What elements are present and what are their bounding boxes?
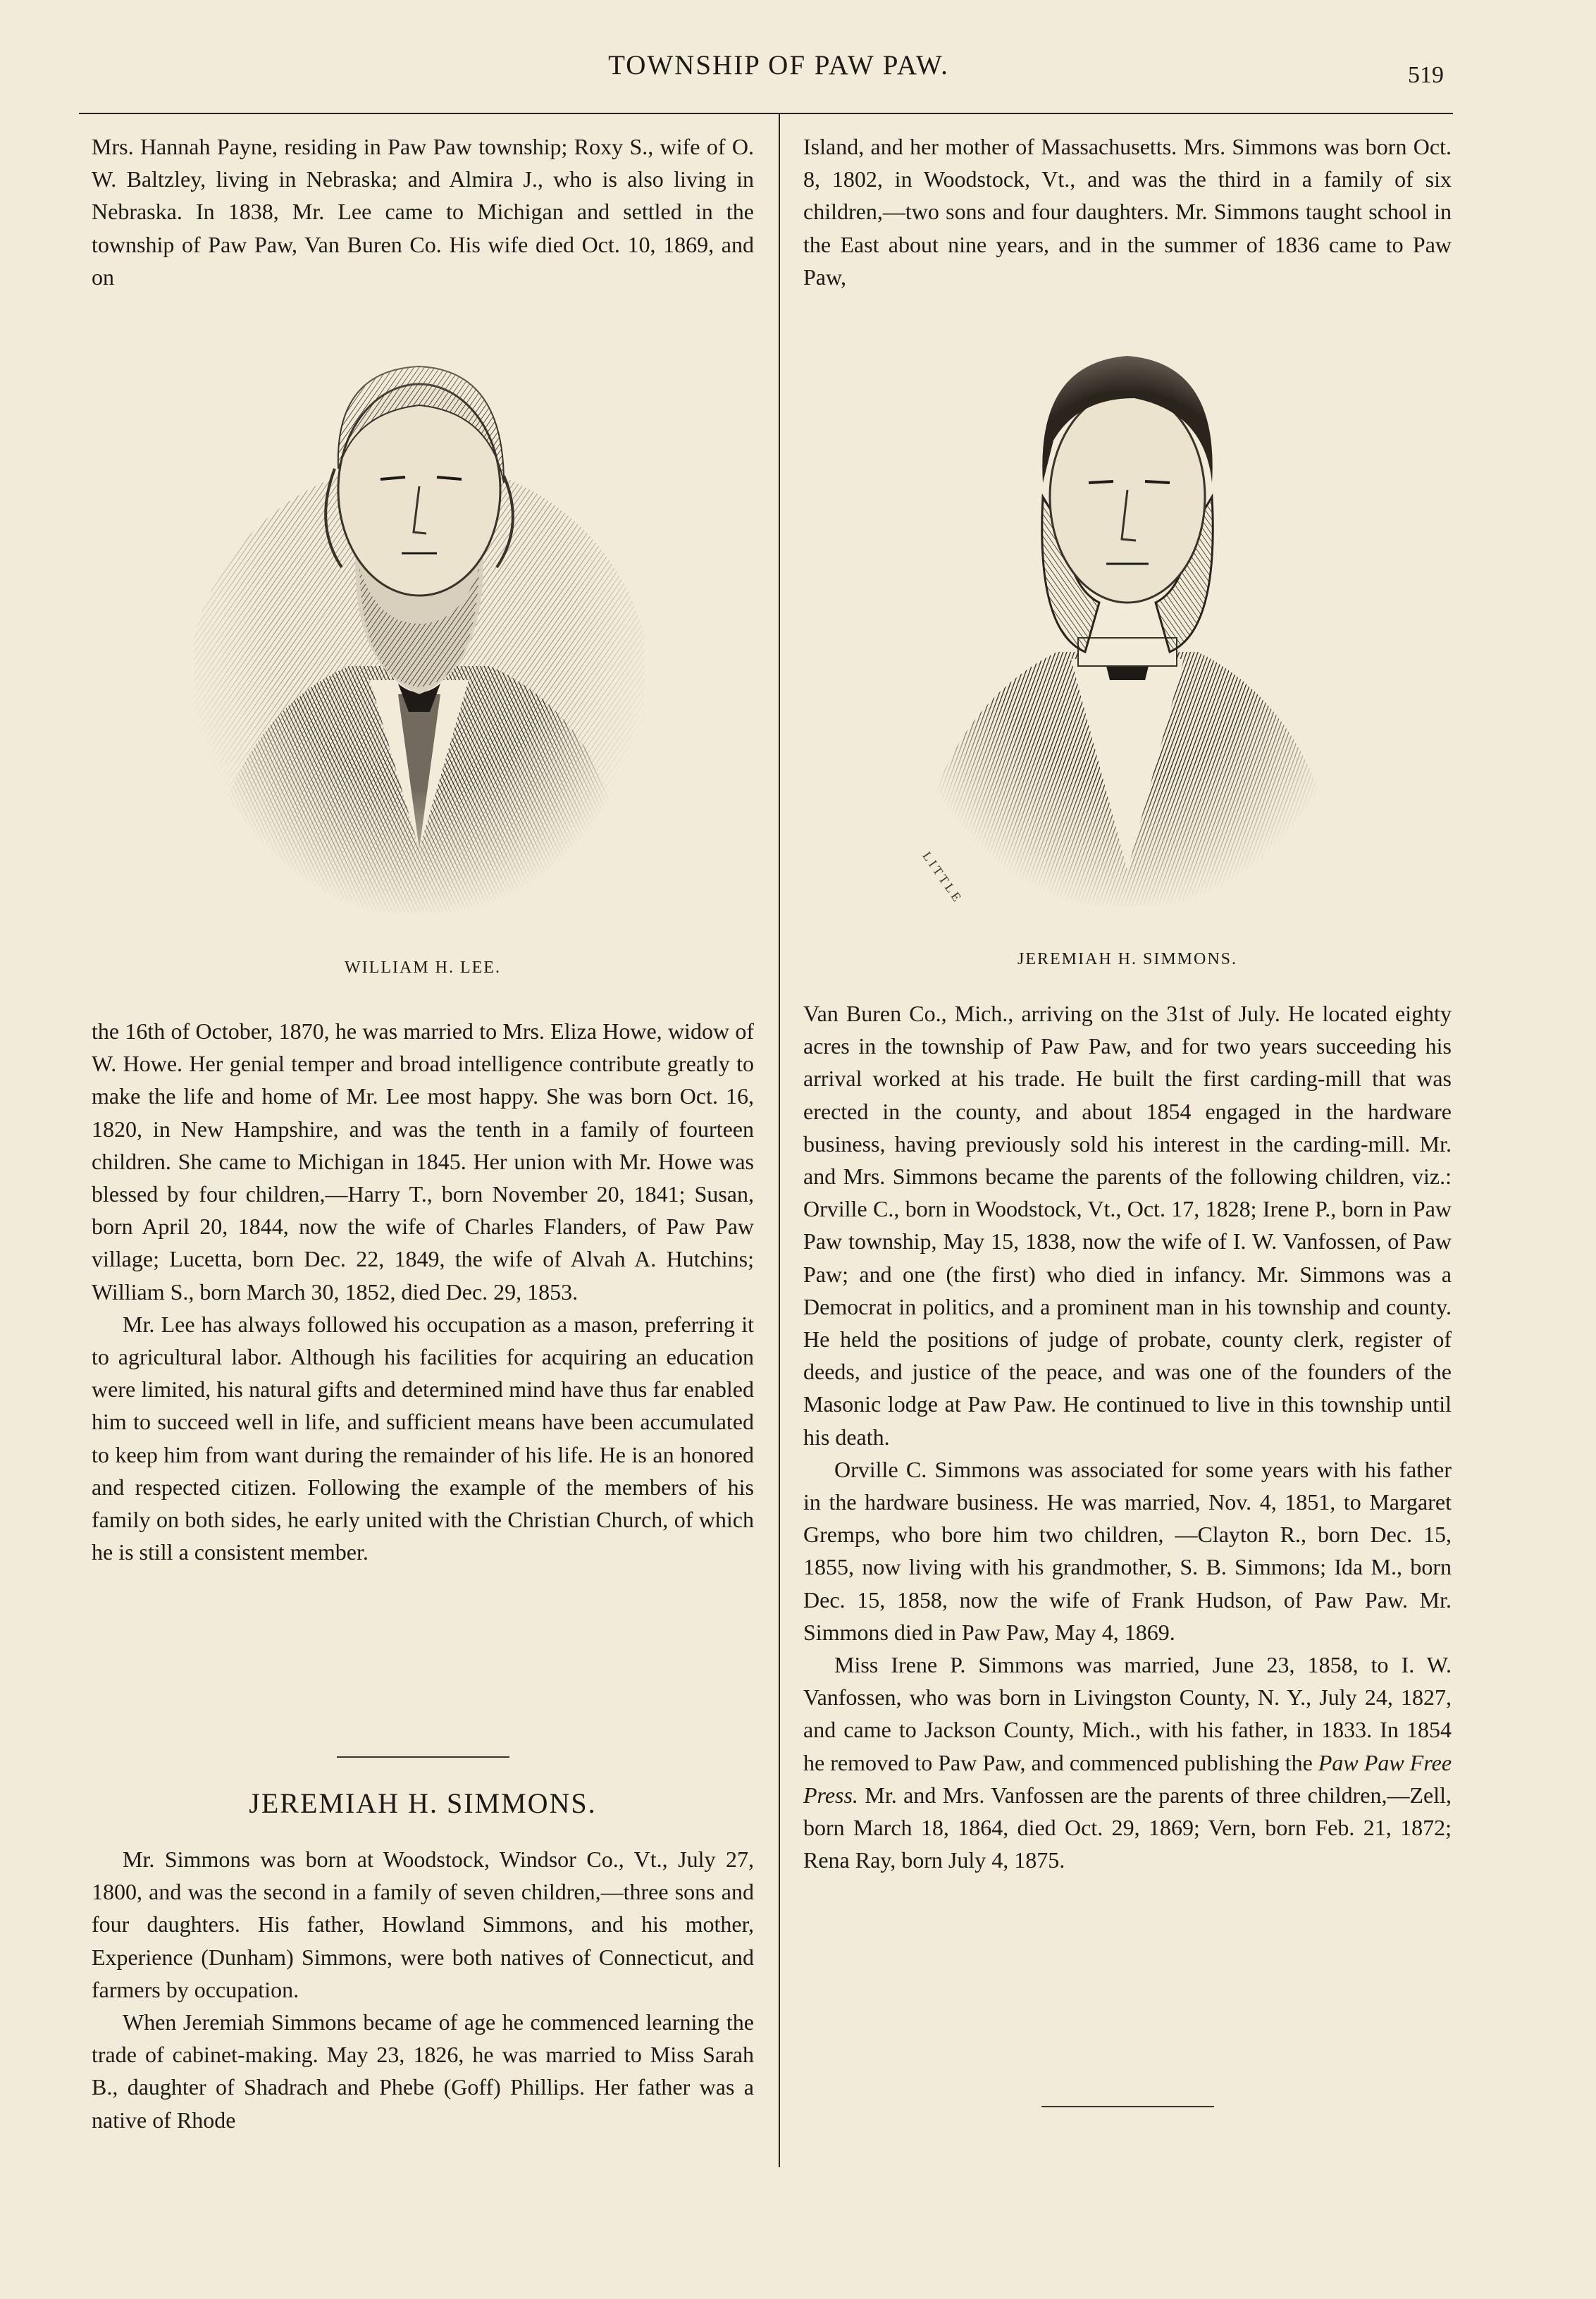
simmons-birth-paragraph: Mr. Simmons was born at Woodstock, Windsor Co., Vt., July 27, 1800, and was the second in a family of seven children,—three sons and four daughters. His father, Howland Simmons, and his mother, Experience (Dunham) Simmons, were both natives of Connecticut, and farmers by occupation. — [92, 1847, 754, 2002]
page-number: 519 — [1408, 62, 1444, 88]
irene-text-start: Miss Irene P. Simmons was married, June 23, 1858, to I. W. Vanfossen, who was born in Livingston County, N. Y., July 24, 1827, and came to Jackson County, Mich., with his father, in 1833. In 1854 he removed to Paw Paw, and commenced publishing the — [803, 1652, 1452, 1775]
section-separator — [337, 1756, 509, 1758]
running-title: TOWNSHIP OF PAW PAW. — [608, 50, 949, 80]
simmons-portrait-caption: JEREMIAH H. SIMMONS. — [1017, 950, 1238, 968]
engraver-signature: LITTLE — [920, 849, 966, 906]
right-column-body — [803, 997, 1452, 1876]
simmons-section-title: JEREMIAH H. SIMMONS. — [249, 1787, 597, 1819]
orville-simmons-paragraph: Orville C. Simmons was associated for some years with his father in the hardware business. He was married, Nov. 4, 1851, to Margaret Gremps, who bore him two children, —Clayton R., born Dec. 15, 1855, now living with his grandmother, S. B. Simmons; Ida M., born Dec. 15, 1858, now the wife of Frank Hudson, of Paw Paw. Mr. Simmons died in Paw Paw, May 4, 1869. — [803, 1456, 1452, 1645]
left-column-top-text — [92, 130, 754, 293]
newspaper-title: Paw Paw Free Press. — [803, 1749, 1452, 1808]
column-divider — [779, 113, 780, 2167]
jeremiah-h-simmons-portrait — [902, 321, 1353, 913]
irene-simmons-paragraph — [803, 1648, 1452, 1876]
lee-biography-opening: Mrs. Hannah Payne, residing in Paw Paw township; Roxy S., wife of O. W. Baltzley, living in Nebraska; and Almira J., who is also living in Nebraska. In 1838, Mr. Lee came to Michigan and settled in the township of Paw Paw, Van Buren Co. His wife died Oct. 10, 1869, and on — [92, 134, 754, 290]
lee-portrait-caption: WILLIAM H. LEE. — [345, 959, 501, 977]
header-rule — [79, 113, 1453, 114]
left-column-simmons-text — [92, 1843, 754, 2136]
bearded-man-engraving-icon — [194, 328, 645, 920]
william-h-lee-portrait — [194, 328, 645, 920]
irene-text-end: Mr. and Mrs. Vanfossen are the parents of three children,—Zell, born March 18, 1864, died Oct. 29, 1869; Vern, born Feb. 21, 1872; Rena Ray, born July 4, 1875. — [803, 1782, 1452, 1873]
simmons-career-paragraph: Van Buren Co., Mich., arriving on the 31st of July. He located eighty acres in the township of Paw Paw, and for two years succeeding his arrival worked at his trade. He built the first carding-mill that was erected in the county, and about 1854 engaged in the hardware business, having previously sold his interest in the carding-mill. Mr. and Mrs. Simmons became the parents of the following children, viz.: Orville C., born in Woodstock, Vt., Oct. 17, 1828; Irene P., born in Paw Paw township, May 15, 1838, now the wife of I. W. Vanfossen, of Paw Paw; and one (the first) who died in infancy. Mr. Simmons was a Democrat in politics, and a prominent man in his township and county. He held the positions of judge of probate, county clerk, register of deeds, and justice of the peace, and was one of the founders of the Masonic lodge at Paw Paw. He continued to live in this township until his death. — [803, 1001, 1452, 1450]
right-column-top-text — [803, 130, 1452, 293]
simmons-trade-paragraph: When Jeremiah Simmons became of age he commenced learning the trade of cabinet-making. May 23, 1826, he was married to Miss Sarah B., daughter of Shadrach and Phebe (Goff) Phillips. Her father was a native of Rhode — [92, 2009, 754, 2133]
lee-marriage-paragraph: the 16th of October, 1870, he was married to Mrs. Eliza Howe, widow of W. Howe. Her genial temper and broad intelligence contribute greatly to make the life and home of Mr. Lee most happy. She was born Oct. 16, 1820, in New Hampshire, and was the tenth in a family of fourteen children. She came to Michigan in 1845. Her union with Mr. Howe was blessed by four children,—Harry T., born November 20, 1841; Susan, born April 20, 1844, now the wife of Charles Flanders, of Paw Paw village; Lucetta, born Dec. 22, 1849, the wife of Alvah A. Hutchins; William S., born March 30, 1852, died Dec. 29, 1853. — [92, 1018, 754, 1305]
whiskered-man-engraving-icon — [902, 321, 1353, 913]
left-column-body — [92, 1015, 754, 1568]
simmons-continuation-opening: Island, and her mother of Massachusetts. Mrs. Simmons was born Oct. 8, 1802, in Woodstock, Vt., and was the third in a family of six children,—two sons and four daughters. Mr. Simmons taught school in the East about nine years, and in the summer of 1836 came to Paw Paw, — [803, 134, 1452, 290]
lee-occupation-paragraph: Mr. Lee has always followed his occupation as a mason, preferring it to agricultural labor. Although his facilities for acquiring an education were limited, his natural gifts and determined mind have thus far enabled him to succeed well in life, and sufficient means have been accumulated to keep him from want during the remainder of his life. He is an honored and respected citizen. Following the example of the members of his family on both sides, he early united with the Christian Church, of which he is still a consistent member. — [92, 1311, 754, 1565]
end-separator — [1041, 2106, 1214, 2107]
